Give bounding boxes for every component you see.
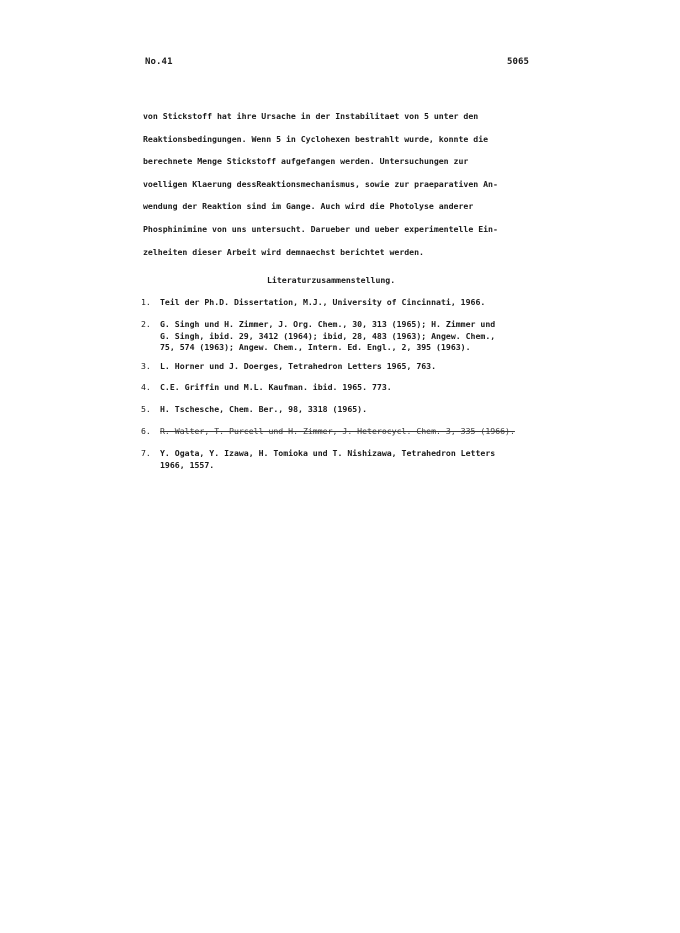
reference-line: Y. Ogata, Y. Izawa, H. Tomioka und T. Nishizawa, Tetrahedron Letters (160, 448, 496, 458)
page-number: 5065 (507, 57, 530, 67)
body-line: zelheiten dieser Arbeit wird demnaechst berichtet werden. (143, 246, 424, 257)
reference-line: H. Tschesche, Chem. Ber., 98, 3318 (1965). (160, 404, 368, 414)
reference-line-struck: R. Walter, T. Purcell und H. Zimmer, J. Heterocycl. Chem. 3, 335 (1966). (160, 426, 515, 436)
references-heading: Literaturzusammenstellung. (267, 275, 396, 285)
body-paragraph (143, 105, 543, 263)
body-line: von Stickstoff hat ihre Ursache in der Instabilitaet von 5 unter den (143, 111, 479, 121)
reference-number: 6. (141, 426, 151, 436)
body-line: Phosphinimine von uns untersucht. Darueber und ueber experimentelle Ein- (143, 223, 498, 234)
reference-line: 1966, 1557. (160, 459, 215, 470)
reference-line: G. Singh, ibid. 29, 3412 (1964); ibid, 28, 483 (1963); Angew. Chem., (160, 330, 496, 341)
reference-line: L. Horner und J. Doerges, Tetrahedron Letters 1965, 763. (160, 361, 437, 371)
journal-number: No.41 (145, 57, 173, 67)
body-line: voelligen Klaerung dessReaktionsmechanismus, sowie zur praeparativen An- (143, 178, 498, 189)
reference-number: 2. (141, 319, 151, 329)
reference-number: 7. (141, 448, 151, 458)
reference-line: Teil der Ph.D. Dissertation, M.J., University of Cincinnati, 1966. (160, 297, 486, 307)
reference-number: 3. (141, 361, 151, 371)
reference-number: 5. (141, 404, 151, 414)
reference-number: 4. (141, 382, 151, 392)
reference-line: 75, 574 (1963); Angew. Chem., Intern. Ed. Engl., 2, 395 (1963). (160, 342, 471, 352)
body-line: berechnete Menge Stickstoff aufgefangen werden. Untersuchungen zur (143, 156, 469, 167)
reference-line: C.E. Griffin und M.L. Kaufman. ibid. 1965. 773. (160, 382, 392, 392)
body-line: wendung der Reaktion sind im Gange. Auch wird die Photolyse anderer (143, 201, 474, 212)
body-line: Reaktionsbedingungen. Wenn 5 in Cyclohexen bestrahlt wurde, konnte die (143, 133, 489, 144)
reference-number: 1. (141, 297, 151, 307)
reference-line: G. Singh und H. Zimmer, J. Org. Chem., 30, 313 (1965); H. Zimmer und (160, 319, 496, 329)
